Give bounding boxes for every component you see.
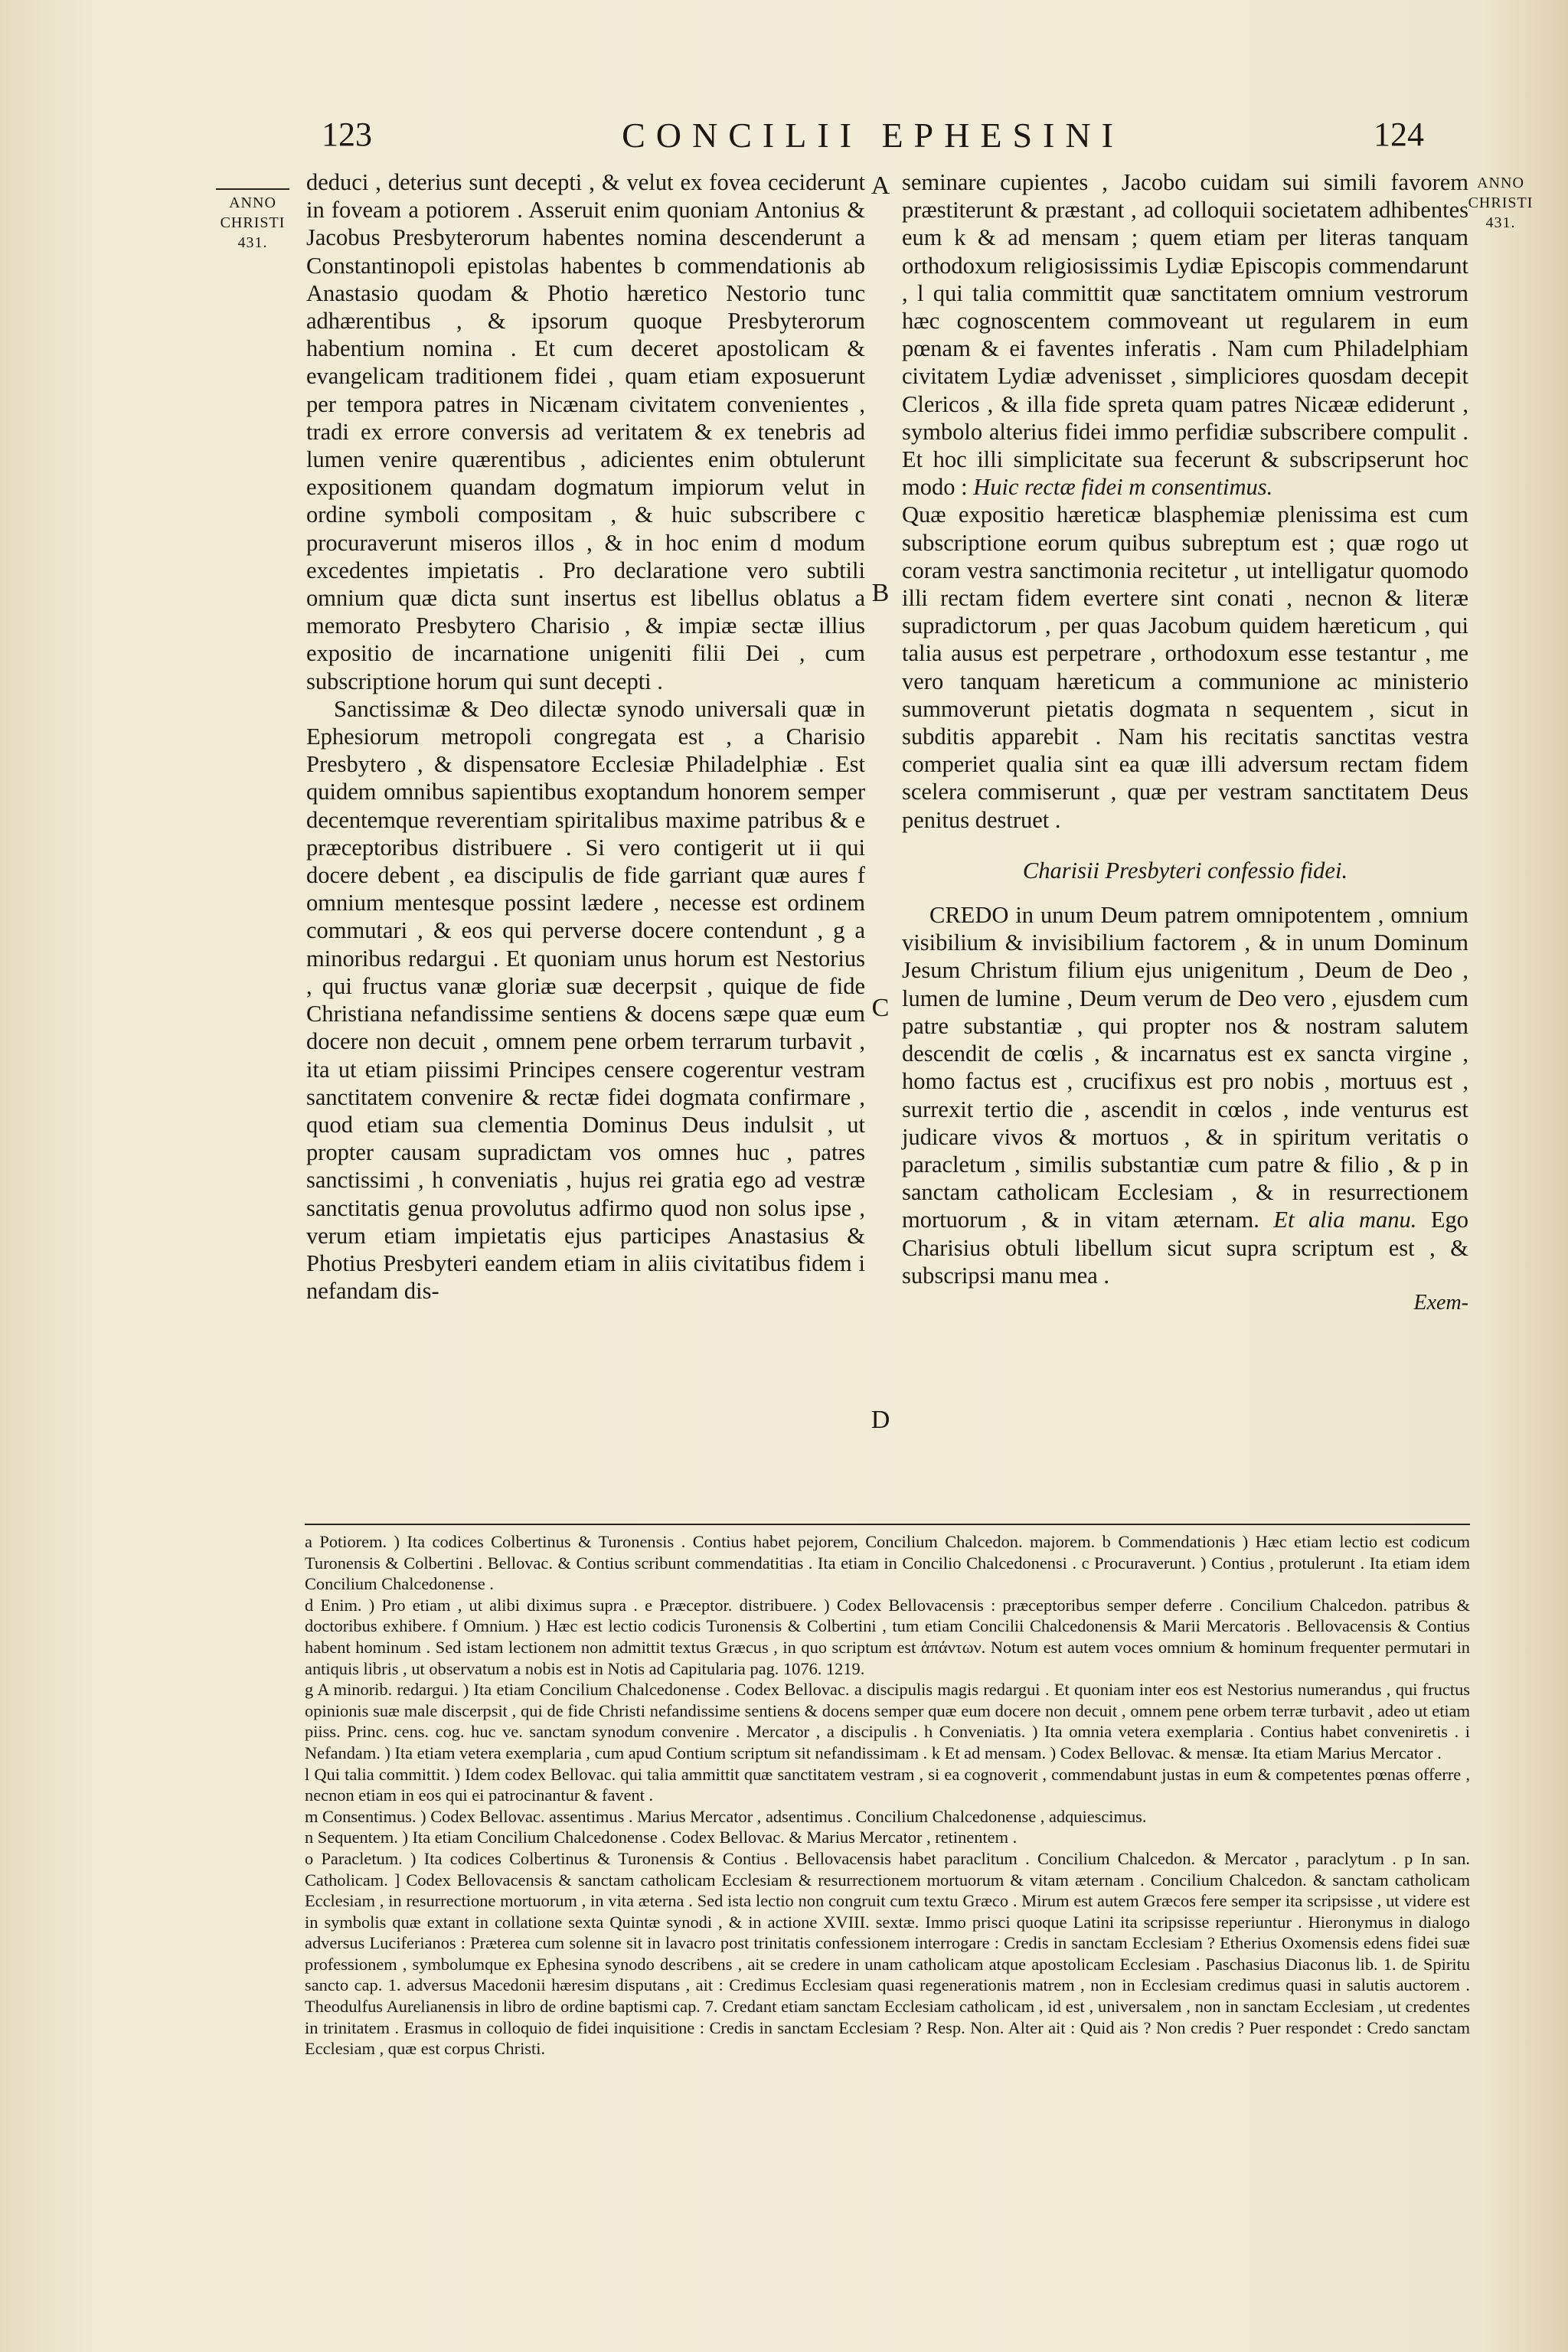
footnote: m Consentimus. ) Codex Bellovac. assentimus . Marius Mercator , adsentimus . Concilium Chalcedonense , adquiescimus. — [305, 1806, 1147, 1826]
margin-christi: CHRISTI — [220, 214, 286, 231]
right-paragraph-1 — [902, 168, 1468, 501]
margin-year: 431. — [1485, 214, 1516, 231]
footnote: a Potiorem. ) Ita codices Colbertinus & Turonensis . Contius habet pejorem, Concilium Chalcedon. majorem. b Commendationis ) Hæc etiam lectio est codicum Turonensis & Colbertini . Bellovac. & Contius scribunt commendatitias . Ita etiam in Concilio Chalcedonensi . c Procuraverunt. ) Contius , protulerunt . Ita etiam idem Concilium Chalcedonense . — [305, 1532, 1470, 1594]
left-column — [306, 168, 865, 1305]
catchword: Exem- — [1413, 1290, 1468, 1315]
left-paragraph-2: Sanctissimæ & Deo dilectæ synodo universali quæ in Ephesiorum metropoli congregata est , a Charisio Presbytero , & dispensatore Ecclesiæ Philadelphiæ . Est quidem omnibus sapientibus exoptandum honorem semper decentemque reverentiam spiritalibus maxime patribus & e præceptoribus distribuere . Si vero contigerit ut ii qui docere debent , ea discipulis de fide garriant quæ aures f omnium mentesque possint lædere , necesse est ordinem commutari , & eos qui perverse docere contendunt , g a minoribus redargui . Et quoniam unus horum est Nestorius , qui fructus vanæ gloriæ suæ decerpsit , quique de fide Christiana nefandissime sentiens & docens sæpe quæ eum docere non decuit , omnem pene orbem terrarum turbavit , ita ut etiam piissimi Principes censere cogerentur vestram sanctitatem convenire & rectæ fidei dogmata confirmare , quod etiam sua clementia Dominus Deus indulsit , ut propter causam supradictam vos omnes huc , patres sanctissimi , h conveniatis , hujus rei gratia ego ad vestræ sanctitatis genua provolutus adfirmo quod non solus ipse , verum etiam impietatis ejus participes Anastasius & Photius Presbyteri eandem etiam in aliis civitatibus fidem i nefandam dis- — [306, 695, 865, 1305]
left-paragraph-1: deduci , deterius sunt decepti , & velut ex fovea ceciderunt in foveam a potiorem . Asseruit enim quoniam Antonius & Jacobus Presbyterorum habentes nomina descenderunt a Constantinopoli epistolas habentes b commendationis ab Anastasio quodam & Photio hæretico Nestorio tunc adhærentibus , & ipsorum quoque Presbyterorum habentium nomina . Et cum deceret apostolicam & evangelicam traditionem fidei , quam etiam exposuerunt per tempora patres in Nicænam civitatem convenientes , tradi ex errore conversis ad veritatem & ex tenebris ad lumen venire quærentibus , adicientes enim obtulerunt expositionem quandam dogmatum impiorum velut in ordine symboli compositam , & huic subscribere c procuraverunt miseros illos , & in hoc enim d modum excedentes impietatis . Pro declaratione vero subtili omnium quæ dicta sunt insertus est libellus oblatus a memorato Presbytero Charisio , & impiæ sectæ illius expositio de incarnatione unigeniti filii Dei , cum subscriptione horum qui sunt decepti . — [306, 169, 865, 694]
right-column — [902, 168, 1468, 1317]
margin-christi: CHRISTI — [1468, 194, 1534, 211]
confession-heading: Charisii Presbyteri confessio fidei. — [1022, 857, 1348, 884]
footnote: d Enim. ) Pro etiam , ut alibi diximus supra . e Præceptor. distribuere. ) Codex Bellovacensis : præceptoribus semper deferre . Concilium Chalcedon. patribus & doctoribus exhibere. f Omnium. ) Hæc est lectio codicis Turonensis & Colbertini , tum etiam Concilii Chalcedonensis & Marii Mercatoris . Bellovacensis & Contius habent hominum . Sed istam lectionem non admittit textus Græcus , in quo scriptum est ἁπάντων. Notum est autem voces omnium & hominum frequenter permutari in antiquis libris , ut observatum a nobis est in Notis ad Capitularia pag. 1076. 1219. — [305, 1595, 1470, 1678]
footnotes — [305, 1531, 1470, 2060]
margin-year: 431. — [237, 234, 268, 251]
footnote: l Qui talia committit. ) Idem codex Bellovac. qui talia ammittit quæ sanctitatem vestram , si ea cognoverit , commendabunt justas in eum & competentes pœnas offerre , necnon etiam in eos qui ei patrocinantur & favent . — [305, 1764, 1470, 1805]
running-header — [291, 115, 1455, 161]
confession-body: CREDO in unum Deum patrem omnipotentem , omnium visibilium & invisibilium factorem , & in unum Dominum Jesum Christum filium ejus unigenitum , Deum de Deo , lumen de lumine , Deum verum de Deo vero , ejusdem cum patre substantiæ , qui propter nos & nostram salutem descendit de cœlis , & incarnatus est ex sancta virgine , homo factus est , crucifixus est pro nobis , mortuus est , surrexit tertio die , ascendit in cœlos , inde venturus est judicare vivos & mortuos , & in spiritum veritatis o paracletum , similis substantiæ cum patre & filio , & p in sanctam catholicam Ecclesiam , & in resurrectionem mortuorum , & in vitam æternam. — [902, 902, 1468, 1233]
margin-year-right — [1464, 173, 1537, 233]
section-letter-a: A — [871, 172, 890, 200]
margin-anno: ANNO — [229, 194, 276, 211]
running-title: CONCILII EPHESINI — [622, 116, 1124, 155]
footnote: g A minorib. redargui. ) Ita etiam Concilium Chalcedonense . Codex Bellovac. a discipulis magis redargui . Et quoniam inter eos est Nestorius numerandus , qui fructus opinionis suæ male discerpsit , qui de fide Christi nefandissime sentiens & docens semper quæ eum docere non decuit , omnem pene orbem terræ turbavit , adeo ut etiam piiss. Princ. cens. cog. huc ve. sanctam synodum convenire . Mercator , a discipulis . h Conveniatis. ) Ita omnia vetera exemplaria . Contius habet conveniretis . i Nefandam. ) Ita etiam vetera exemplaria , cum apud Contium scriptum sit nefandissimam . k Et ad mensam. ) Codex Bellovac. & mensæ. Ita etiam Marius Mercator . — [305, 1680, 1470, 1762]
section-letter-d: D — [871, 1406, 890, 1434]
footnote: o Paracletum. ) Ita codices Colbertinus & Turonensis & Contius . Bellovacensis habet paraclitum . Concilium Chalcedon. & Mercator , paraclytum . p In san. Catholicam. ] Codex Bellovacensis & sanctam catholicam Ecclesiam & resurrectionem mortuorum & vitam æternam . Concilium Chalcedon. & sanctam catholicam Ecclesiam , in resurrectione mortuorum , in vita æterna . Sed ista lectio non congruit cum textu Græco . Mirum est autem Græcos fere semper ita scripsisse , ut videre est in symbolis quæ extant in collatione sexta Quintæ synodi , & in actione XVIII. sextæ. Immo prisci quoque Latini ita scripsisse reperiuntur . Hieronymus in dialogo adversus Luciferianos : Præterea cum solenne sit in lavacro post trinitatis confessionem interrogare : Credis in sanctam Ecclesiam ? Etherius Oxomensis edens fidei suæ professionem , symbolumque ex Ephesina synodo describens , ait se credere in unam catholicam atque apostolicam Ecclesiam . Paschasius Diaconus lib. 1. de Spiritu sancto cap. 1. adversus Macedonii hæresim disputans , ait : Credimus Ecclesiam quasi regenerationis matrem , non in Ecclesiam credimus quasi in salutis auctorem . Theodulfus Aurelianensis in libro de ordine baptismi cap. 7. Credant etiam sanctam Ecclesiam catholicam , id est , universalem , non in sanctam Ecclesiam , ut credentes in trinitatem . Erasmus in colloquio de fidei inquisitione : Credis in sanctam Ecclesiam ? Resp. Non. Alter ait : Quid ais ? Non credis ? Puer respondet : Credo sanctam Ecclesiam , quæ est corpus Christi. — [305, 1848, 1470, 2059]
page-number-right: 124 — [1374, 116, 1424, 153]
confession-signature: Ego Charisius obtuli libellum sicut supra scriptum est , & subscripsi manu mea . — [902, 1207, 1468, 1289]
footnote-divider — [305, 1524, 1470, 1525]
confession-text — [902, 901, 1468, 1289]
right-paragraph-2: Quæ expositio hæreticæ blasphemiæ plenissima est cum subscriptione eorum quibus subreptum est ; quæ rogo ut coram vestra sanctimonia recitetur , ut intelligatur quomodo illi rectam fidem evertere sint conati , necnon & literæ supradictorum , per quas Jacobum quidem hæreticum , qui talia ausus est perpetrare , orthodoxum esse testantur , me vero tanquam hæreticum a communione ac ministerio summoverunt pietatis dogmata n sequentem , sicut in subditis apparebit . Nam his recitatis sanctitas vestra comperiet qualia sint ea quæ illi adversum rectam fidem scelera commiserunt , quæ per vestram sanctitatem Deus penitus destruet . — [902, 501, 1468, 833]
page-number-left: 123 — [322, 116, 372, 153]
section-letter-b: B — [871, 579, 890, 607]
subscription-formula: Huic rectæ fidei m consentimus. — [973, 474, 1273, 501]
section-letter-c: C — [871, 994, 890, 1022]
margin-year-left — [216, 188, 289, 253]
footnote: n Sequentem. ) Ita etiam Concilium Chalcedonense . Codex Bellovac. & Marius Mercator , retinentem . — [305, 1828, 1018, 1847]
margin-anno: ANNO — [1477, 175, 1524, 191]
right-paragraph-1-text: seminare cupientes , Jacobo cuidam sui simili favorem præstiterunt & præstant , ad colloquii societatem adhibentes eum k & ad mensam ; quem etiam per literas tanquam orthodoxum religiosissimis Lydiæ Episcopis commendarunt , l qui talia committit quæ sanctitatem omnium vestrorum hæc cognoscentem commoveant ut regularem in eum pœnam & ei faventes inferatis . Nam cum Philadelphiam civitatem Lydiæ advenisset , simpliciores quosdam decepit Clericos , & illa fide spreta quam patres Nicææ ediderunt , symbolo alterius fidei immo perfidiæ subscribere compulit . Et hoc illi simplicitate sua fecerunt & subscripserunt hoc modo : — [902, 169, 1468, 501]
alia-manu: Et alia manu. — [1273, 1207, 1417, 1233]
